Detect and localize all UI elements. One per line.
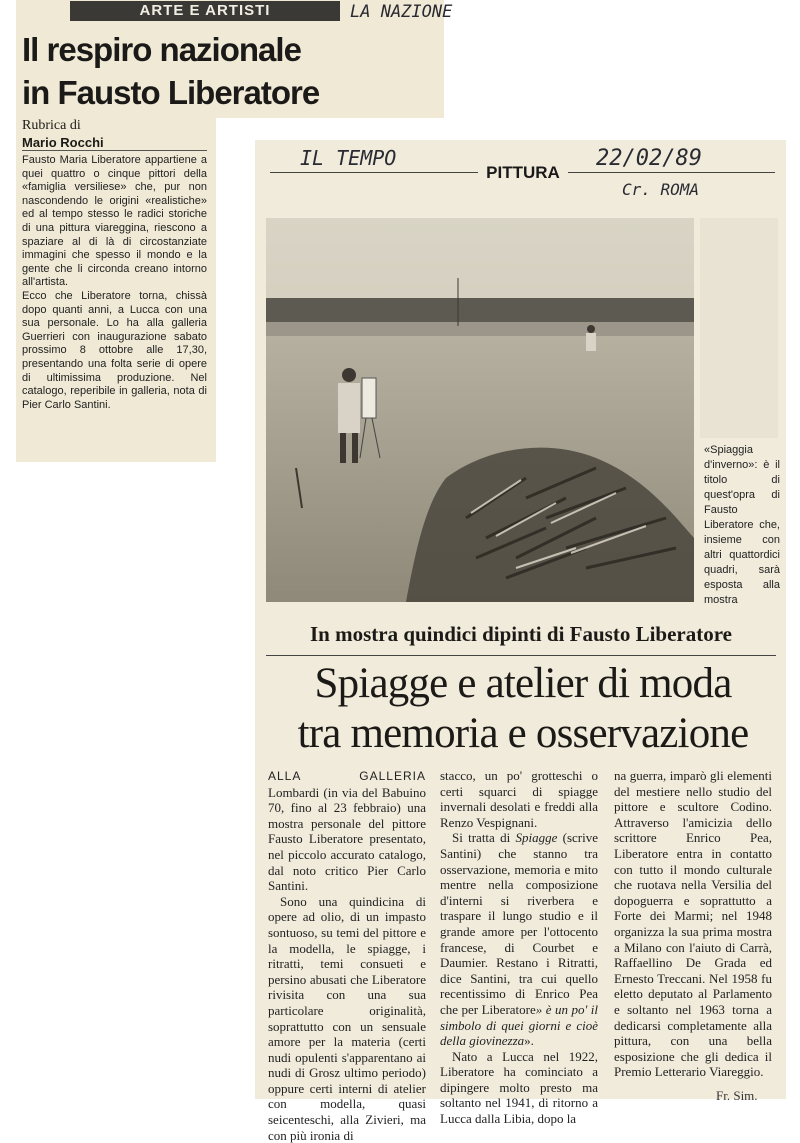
byline-label: Rubrica di	[22, 118, 81, 133]
article-column-1	[268, 768, 426, 1143]
signature: Fr. Sim.	[716, 1088, 758, 1103]
photo-edge	[700, 218, 778, 438]
article-body-1	[22, 154, 207, 412]
headline-line-2: in Fausto Liberatore	[22, 74, 320, 111]
kicker: In mostra quindici dipinti di Fausto Liberatore	[309, 622, 732, 646]
handwritten-source: IL TEMPO	[300, 146, 397, 170]
paragraph-text: Lombardi (in via del Babuino 70, fino al 23 febbraio) una mostra personale del pittore Fausto Liberatore presentato, nel piccolo accurato catalogo, dal noto critico Pier Carlo Santini.	[268, 784, 426, 894]
paragraph: Nato a Lucca nel 1922, Liberatore ha cominciato a dipingere molto presto ma soltanto nel 1941, di ritorno a Lucca dalla Libia, dopo la	[440, 1048, 598, 1127]
title-line-1: Spiagge e atelier di moda	[314, 660, 732, 707]
painting-photo	[266, 218, 694, 602]
paragraph: Sono una quindicina di opere ad olio, di un impasto sontuoso, su temi del pittore e la modella, le spiagge, i ritratti, temi consueti e persino abusati che Liberatore rivisita con una sua particolare originalità, soprattutto con un sensuale amore per la materia (certi nudi opulenti s'apparentano ai nudi di Grosz ultimo periodo) oppure certi interni di atelier con modella, quasi seicenteschi, alla Zivieri, ma con più ironia di	[268, 893, 426, 1143]
handwritten-source: LA NAZIONE	[350, 2, 453, 22]
italic-text: » è un po' il simbolo di quei giorni e cioè della giovinezza	[440, 1001, 598, 1049]
author-name: Mario Rocchi	[22, 135, 104, 150]
paragraph	[268, 768, 426, 894]
rubric-bar: ARTE E ARTISTI	[70, 1, 340, 21]
paragraph-text: (scrive Santini) che stanno tra osservazione, memoria e mito mentre nella composizione d'interni si riverbera e traspare il lungo studio e il grande amore per l'ottocento francese, di Courbet e Daumier. Restano i Ritratti, dice Santini, tra cui quello recentissimo di Enrico Pea che per Liberatore	[440, 830, 598, 1017]
article-column-2	[440, 768, 598, 1127]
title-line-2: tra memoria e osservazione	[297, 710, 749, 757]
lead-in: ALLA GALLERIA	[268, 769, 426, 783]
paragraph: Ecco che Liberatore torna, chissà dopo quanti anni, a Lucca con una sua personale. Lo ha alla galleria Guerrieri con inaugurazione sabato prossimo 8 ottobre alle 17,30, presentando una folta serie di opere di ultimissima produzione. Nel catalogo, reperibile in galleria, nota di Pier Carlo Santini.	[22, 289, 207, 411]
handwritten-date: 22/02/89	[596, 146, 702, 171]
paragraph: Fausto Maria Liberatore appartiene a quei quattro o cinque pittori della «famiglia versiliese» che, pur non nascondendo le origini «realistiche» ed al tempo stesso le radici storiche di una pittura viareggina, riescono a spaziare al di là di circostanziate immagini che spesso il mondo e la gente che li circonda creano intorno all'artista.	[22, 154, 207, 289]
headline-line-1: Il respiro nazionale	[22, 31, 301, 68]
paragraph-text: ».	[524, 1033, 534, 1049]
distant-figure	[586, 325, 596, 351]
divider	[22, 150, 207, 151]
photo-caption: «Spiaggia d'inverno»: è il titolo di quest'opra di Fausto Liberatore che, insieme con altri quattordici quadri, sarà esposta alla mostra	[704, 444, 780, 606]
divider	[266, 655, 776, 656]
paragraph: na guerra, imparò gli elementi del mestiere nello studio del pittore e scultore Codino. Attraverso l'amicizia dello scrittore Enrico Pea, Liberatore entra in contatto con tutto il mondo culturale che ruotava nella Versilia del dopoguerra e soprattutto a Forte dei Marmi; nel 1948 organizza la sua prima mostra a Milano con l'aiuto di Carrà, Raffaellino De Grada ed Ernesto Treccani. Nel 1958 fu eletto deputato al Parlamento e soltanto nel 1963 torna a dedicarsi completamente alla pittura, con una bella esposizione che gli dedica il Premio Letterario Viareggio.	[614, 768, 772, 1080]
section-label: PITTURA	[478, 160, 568, 186]
article-column-3	[614, 768, 772, 1080]
italic-text: Spiagge	[515, 830, 558, 846]
handwritten-edition: Cr. ROMA	[622, 180, 700, 199]
paragraph-text: Si tratta di	[452, 830, 516, 846]
paragraph: stacco, un po' grotteschi o certi squarci di spiagge invernali desolati e freddi alla Renzo Vespignani.	[440, 768, 598, 830]
paragraph	[440, 830, 598, 1048]
